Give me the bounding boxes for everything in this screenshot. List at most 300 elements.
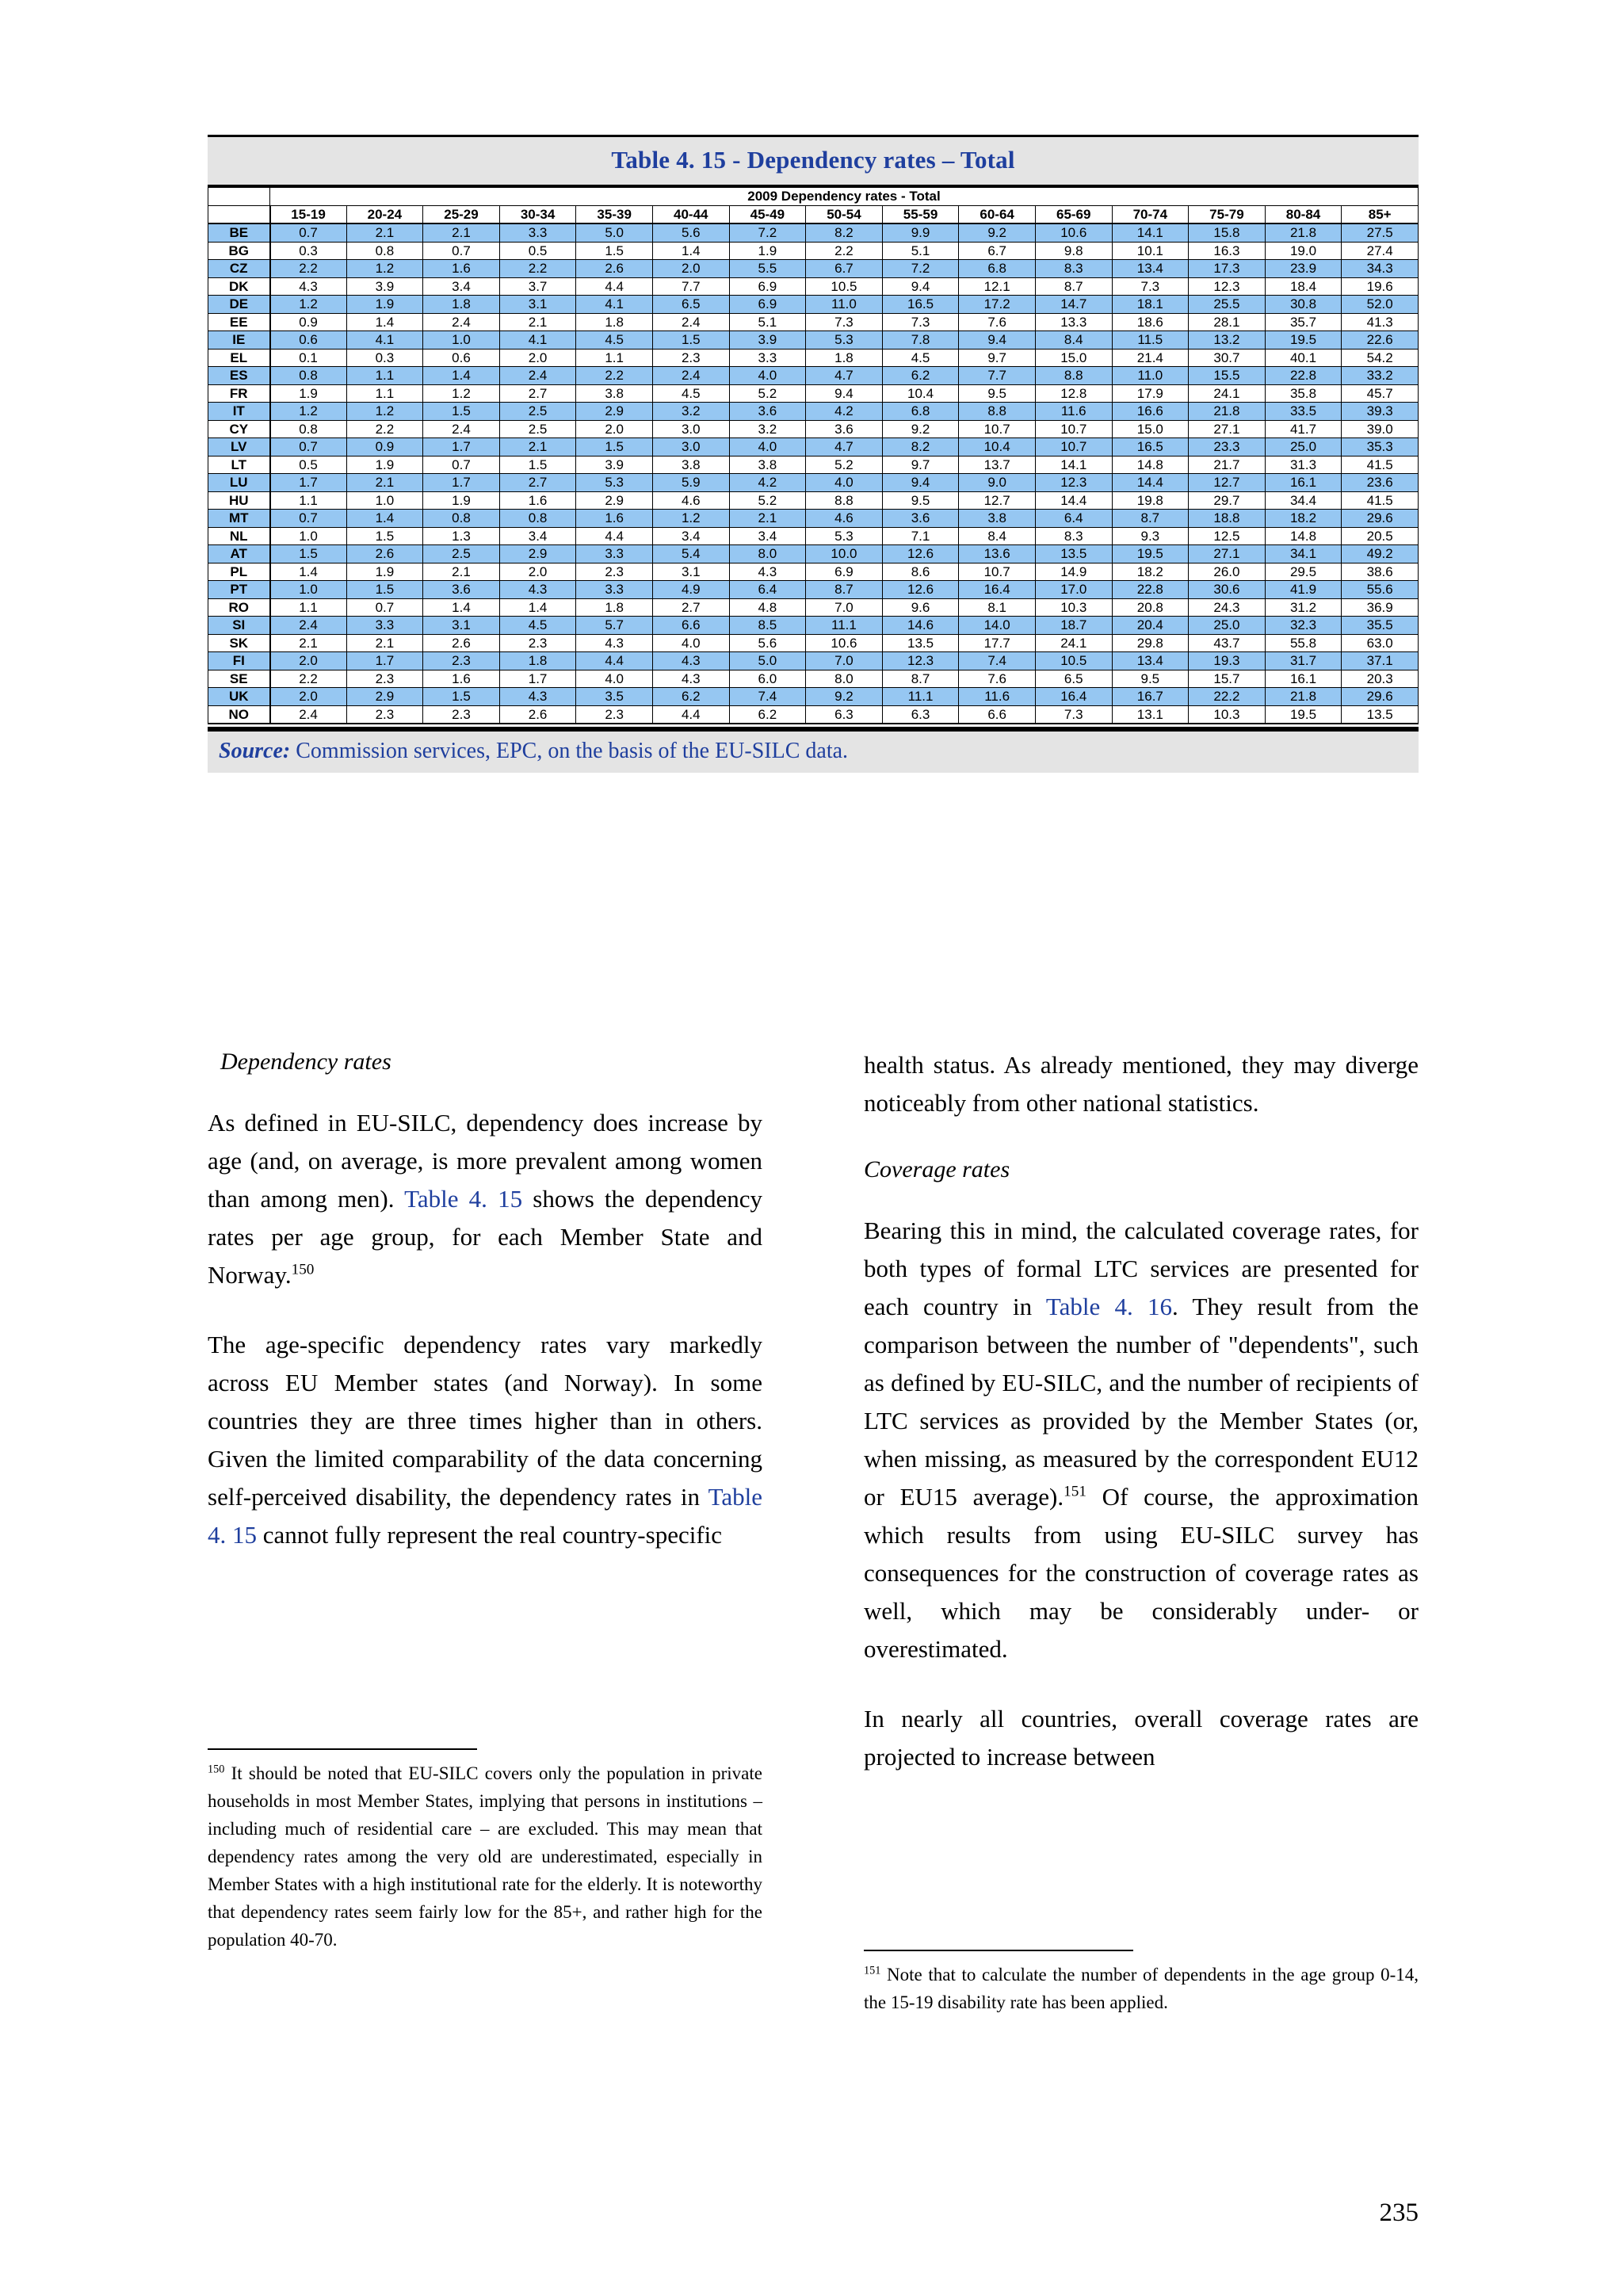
cell-PT-35-39: 3.3 <box>576 581 653 599</box>
cell-EE-35-39: 1.8 <box>576 313 653 331</box>
cell-EE-65-69: 13.3 <box>1035 313 1112 331</box>
cell-UK-85+: 29.6 <box>1342 688 1419 706</box>
cell-LT-30-34: 1.5 <box>499 456 576 474</box>
cell-FR-70-74: 17.9 <box>1112 384 1189 403</box>
cell-LV-40-44: 3.0 <box>652 438 729 457</box>
cell-UK-50-54: 9.2 <box>806 688 883 706</box>
cell-IT-15-19: 1.2 <box>270 403 347 421</box>
cell-DK-85+: 19.6 <box>1342 277 1419 296</box>
cell-EL-60-64: 9.7 <box>959 349 1036 367</box>
cell-RO-45-49: 4.8 <box>729 598 806 617</box>
cell-DE-75-79: 25.5 <box>1189 296 1266 314</box>
cell-AT-85+: 49.2 <box>1342 545 1419 563</box>
cell-NO-20-24: 2.3 <box>346 705 423 724</box>
country-label-IT: IT <box>208 403 270 421</box>
cell-BG-15-19: 0.3 <box>270 242 347 260</box>
footnote-marker-150[interactable]: 150 <box>291 1261 315 1278</box>
cell-FR-75-79: 24.1 <box>1189 384 1266 403</box>
cell-SI-75-79: 25.0 <box>1189 617 1266 635</box>
cell-EE-15-19: 0.9 <box>270 313 347 331</box>
table-row <box>208 367 1419 385</box>
cell-ES-70-74: 11.0 <box>1112 367 1189 385</box>
cell-IT-50-54: 4.2 <box>806 403 883 421</box>
cell-HU-60-64: 12.7 <box>959 491 1036 510</box>
cell-FR-45-49: 5.2 <box>729 384 806 403</box>
cell-LV-70-74: 16.5 <box>1112 438 1189 457</box>
cell-LT-25-29: 0.7 <box>423 456 500 474</box>
cell-SI-60-64: 14.0 <box>959 617 1036 635</box>
age-group-header-65-69: 65-69 <box>1035 205 1112 223</box>
cell-SK-50-54: 10.6 <box>806 634 883 652</box>
cell-EL-65-69: 15.0 <box>1035 349 1112 367</box>
cell-ES-85+: 33.2 <box>1342 367 1419 385</box>
cell-PL-75-79: 26.0 <box>1189 563 1266 581</box>
cell-BG-70-74: 10.1 <box>1112 242 1189 260</box>
cell-EE-45-49: 5.1 <box>729 313 806 331</box>
cell-DK-70-74: 7.3 <box>1112 277 1189 296</box>
cell-MT-15-19: 0.7 <box>270 510 347 528</box>
cell-LU-35-39: 5.3 <box>576 474 653 492</box>
cell-LU-55-59: 9.4 <box>882 474 959 492</box>
cell-IE-45-49: 3.9 <box>729 331 806 350</box>
cell-BE-55-59: 9.9 <box>882 223 959 242</box>
cell-IE-15-19: 0.6 <box>270 331 347 350</box>
cell-RO-80-84: 31.2 <box>1265 598 1342 617</box>
corner-cell-2 <box>208 205 270 223</box>
cell-PT-65-69: 17.0 <box>1035 581 1112 599</box>
country-label-DE: DE <box>208 296 270 314</box>
cell-IT-30-34: 2.5 <box>499 403 576 421</box>
cell-LT-60-64: 13.7 <box>959 456 1036 474</box>
table-4-15-reference-2[interactable]: Table 4. 15 <box>208 1483 762 1549</box>
table-4-15-block <box>208 135 1419 773</box>
cell-SE-70-74: 9.5 <box>1112 670 1189 688</box>
cell-FI-75-79: 19.3 <box>1189 652 1266 670</box>
cell-UK-55-59: 11.1 <box>882 688 959 706</box>
cell-SI-40-44: 6.6 <box>652 617 729 635</box>
cell-HU-65-69: 14.4 <box>1035 491 1112 510</box>
table-supertitle: 2009 Dependency rates - Total <box>270 188 1419 206</box>
cell-NO-15-19: 2.4 <box>270 705 347 724</box>
country-label-HU: HU <box>208 491 270 510</box>
cell-FR-15-19: 1.9 <box>270 384 347 403</box>
right-paragraph-2 <box>864 1212 1419 1668</box>
cell-MT-65-69: 6.4 <box>1035 510 1112 528</box>
table-row <box>208 260 1419 278</box>
country-label-LU: LU <box>208 474 270 492</box>
cell-HU-15-19: 1.1 <box>270 491 347 510</box>
cell-LT-65-69: 14.1 <box>1035 456 1112 474</box>
cell-PT-80-84: 41.9 <box>1265 581 1342 599</box>
age-group-header-60-64: 60-64 <box>959 205 1036 223</box>
cell-MT-20-24: 1.4 <box>346 510 423 528</box>
left-p1-text-a: As defined in EU-SILC, dependency does increase by age (and, on average, is more prevalent among women than among men). <box>208 1109 762 1213</box>
cell-CZ-15-19: 2.2 <box>270 260 347 278</box>
cell-CZ-65-69: 8.3 <box>1035 260 1112 278</box>
cell-SI-45-49: 8.5 <box>729 617 806 635</box>
footnote-block-151 <box>864 1950 1419 2016</box>
cell-SK-75-79: 43.7 <box>1189 634 1266 652</box>
cell-CY-55-59: 9.2 <box>882 420 959 438</box>
footnote-marker-151[interactable]: 151 <box>1064 1483 1086 1500</box>
country-label-PL: PL <box>208 563 270 581</box>
cell-IT-25-29: 1.5 <box>423 403 500 421</box>
right-column <box>864 1046 1419 1776</box>
cell-NO-80-84: 19.5 <box>1265 705 1342 724</box>
cell-BG-50-54: 2.2 <box>806 242 883 260</box>
cell-CY-75-79: 27.1 <box>1189 420 1266 438</box>
cell-DE-15-19: 1.2 <box>270 296 347 314</box>
cell-RO-70-74: 20.8 <box>1112 598 1189 617</box>
cell-NL-15-19: 1.0 <box>270 527 347 545</box>
cell-EL-40-44: 2.3 <box>652 349 729 367</box>
cell-DK-20-24: 3.9 <box>346 277 423 296</box>
cell-EE-75-79: 28.1 <box>1189 313 1266 331</box>
cell-LU-85+: 23.6 <box>1342 474 1419 492</box>
cell-IT-55-59: 6.8 <box>882 403 959 421</box>
table-4-15-reference-1[interactable]: Table 4. 15 <box>404 1185 523 1213</box>
table-body <box>208 223 1419 724</box>
cell-NL-85+: 20.5 <box>1342 527 1419 545</box>
table-row <box>208 598 1419 617</box>
table-head <box>208 188 1419 224</box>
cell-CZ-40-44: 2.0 <box>652 260 729 278</box>
cell-AT-75-79: 27.1 <box>1189 545 1266 563</box>
cell-MT-55-59: 3.6 <box>882 510 959 528</box>
country-label-IE: IE <box>208 331 270 350</box>
cell-SE-30-34: 1.7 <box>499 670 576 688</box>
cell-BE-85+: 27.5 <box>1342 223 1419 242</box>
cell-NO-75-79: 10.3 <box>1189 705 1266 724</box>
cell-PT-60-64: 16.4 <box>959 581 1036 599</box>
cell-FI-65-69: 10.5 <box>1035 652 1112 670</box>
cell-LU-50-54: 4.0 <box>806 474 883 492</box>
cell-LT-20-24: 1.9 <box>346 456 423 474</box>
cell-IE-85+: 22.6 <box>1342 331 1419 350</box>
cell-SK-35-39: 4.3 <box>576 634 653 652</box>
age-group-header-35-39: 35-39 <box>576 205 653 223</box>
cell-EL-70-74: 21.4 <box>1112 349 1189 367</box>
cell-EE-25-29: 2.4 <box>423 313 500 331</box>
cell-DE-55-59: 16.5 <box>882 296 959 314</box>
dependency-rates-table <box>208 187 1419 724</box>
cell-LT-80-84: 31.3 <box>1265 456 1342 474</box>
country-label-NO: NO <box>208 705 270 724</box>
cell-NL-75-79: 12.5 <box>1189 527 1266 545</box>
cell-MT-30-34: 0.8 <box>499 510 576 528</box>
cell-PT-85+: 55.6 <box>1342 581 1419 599</box>
country-label-EL: EL <box>208 349 270 367</box>
cell-PL-65-69: 14.9 <box>1035 563 1112 581</box>
cell-UK-25-29: 1.5 <box>423 688 500 706</box>
cell-CZ-30-34: 2.2 <box>499 260 576 278</box>
table-row <box>208 296 1419 314</box>
cell-LT-85+: 41.5 <box>1342 456 1419 474</box>
cell-UK-70-74: 16.7 <box>1112 688 1189 706</box>
cell-SK-40-44: 4.0 <box>652 634 729 652</box>
cell-LV-20-24: 0.9 <box>346 438 423 457</box>
cell-AT-40-44: 5.4 <box>652 545 729 563</box>
table-4-16-reference[interactable]: Table 4. 16 <box>1045 1293 1173 1320</box>
cell-PL-55-59: 8.6 <box>882 563 959 581</box>
cell-SE-85+: 20.3 <box>1342 670 1419 688</box>
cell-ES-25-29: 1.4 <box>423 367 500 385</box>
cell-LU-20-24: 2.1 <box>346 474 423 492</box>
cell-SI-80-84: 32.3 <box>1265 617 1342 635</box>
cell-IE-35-39: 4.5 <box>576 331 653 350</box>
cell-PT-45-49: 6.4 <box>729 581 806 599</box>
cell-EL-20-24: 0.3 <box>346 349 423 367</box>
table-grid-wrapper <box>208 185 1419 724</box>
cell-EE-85+: 41.3 <box>1342 313 1419 331</box>
cell-LU-40-44: 5.9 <box>652 474 729 492</box>
cell-NL-55-59: 7.1 <box>882 527 959 545</box>
cell-BE-35-39: 5.0 <box>576 223 653 242</box>
cell-BE-30-34: 3.3 <box>499 223 576 242</box>
cell-NL-20-24: 1.5 <box>346 527 423 545</box>
cell-BG-75-79: 16.3 <box>1189 242 1266 260</box>
cell-NO-50-54: 6.3 <box>806 705 883 724</box>
country-label-SE: SE <box>208 670 270 688</box>
cell-RO-25-29: 1.4 <box>423 598 500 617</box>
cell-FI-25-29: 2.3 <box>423 652 500 670</box>
age-group-header-70-74: 70-74 <box>1112 205 1189 223</box>
cell-HU-70-74: 19.8 <box>1112 491 1189 510</box>
cell-NL-65-69: 8.3 <box>1035 527 1112 545</box>
cell-EE-80-84: 35.7 <box>1265 313 1342 331</box>
table-supertitle-row <box>208 188 1419 206</box>
cell-FI-60-64: 7.4 <box>959 652 1036 670</box>
cell-IT-70-74: 16.6 <box>1112 403 1189 421</box>
cell-PL-80-84: 29.5 <box>1265 563 1342 581</box>
cell-EL-75-79: 30.7 <box>1189 349 1266 367</box>
cell-IT-60-64: 8.8 <box>959 403 1036 421</box>
table-row <box>208 331 1419 350</box>
age-group-header-55-59: 55-59 <box>882 205 959 223</box>
footnote-150 <box>208 1759 762 1954</box>
table-row <box>208 581 1419 599</box>
cell-DK-15-19: 4.3 <box>270 277 347 296</box>
cell-LU-45-49: 4.2 <box>729 474 806 492</box>
table-row <box>208 277 1419 296</box>
table-row <box>208 438 1419 457</box>
cell-BG-85+: 27.4 <box>1342 242 1419 260</box>
cell-LV-35-39: 1.5 <box>576 438 653 457</box>
cell-LT-75-79: 21.7 <box>1189 456 1266 474</box>
corner-cell <box>208 188 270 206</box>
cell-FI-30-34: 1.8 <box>499 652 576 670</box>
cell-FI-80-84: 31.7 <box>1265 652 1342 670</box>
cell-EL-55-59: 4.5 <box>882 349 959 367</box>
cell-UK-40-44: 6.2 <box>652 688 729 706</box>
cell-NO-70-74: 13.1 <box>1112 705 1189 724</box>
table-row <box>208 545 1419 563</box>
cell-RO-30-34: 1.4 <box>499 598 576 617</box>
cell-FR-50-54: 9.4 <box>806 384 883 403</box>
cell-AT-15-19: 1.5 <box>270 545 347 563</box>
cell-LV-45-49: 4.0 <box>729 438 806 457</box>
age-group-header-15-19: 15-19 <box>270 205 347 223</box>
country-label-BG: BG <box>208 242 270 260</box>
cell-SI-30-34: 4.5 <box>499 617 576 635</box>
cell-DK-50-54: 10.5 <box>806 277 883 296</box>
cell-LT-40-44: 3.8 <box>652 456 729 474</box>
cell-HU-35-39: 2.9 <box>576 491 653 510</box>
cell-IT-65-69: 11.6 <box>1035 403 1112 421</box>
cell-ES-80-84: 22.8 <box>1265 367 1342 385</box>
cell-AT-45-49: 8.0 <box>729 545 806 563</box>
cell-IE-30-34: 4.1 <box>499 331 576 350</box>
cell-DK-45-49: 6.9 <box>729 277 806 296</box>
cell-NL-60-64: 8.4 <box>959 527 1036 545</box>
cell-DE-50-54: 11.0 <box>806 296 883 314</box>
cell-PT-20-24: 1.5 <box>346 581 423 599</box>
table-row <box>208 456 1419 474</box>
footnote-separator-left <box>208 1748 477 1750</box>
cell-FR-80-84: 35.8 <box>1265 384 1342 403</box>
cell-CZ-85+: 34.3 <box>1342 260 1419 278</box>
cell-UK-65-69: 16.4 <box>1035 688 1112 706</box>
cell-DE-70-74: 18.1 <box>1112 296 1189 314</box>
cell-UK-45-49: 7.4 <box>729 688 806 706</box>
cell-CY-35-39: 2.0 <box>576 420 653 438</box>
country-label-CZ: CZ <box>208 260 270 278</box>
cell-SI-35-39: 5.7 <box>576 617 653 635</box>
cell-LT-15-19: 0.5 <box>270 456 347 474</box>
cell-UK-20-24: 2.9 <box>346 688 423 706</box>
cell-MT-75-79: 18.8 <box>1189 510 1266 528</box>
cell-MT-80-84: 18.2 <box>1265 510 1342 528</box>
cell-RO-75-79: 24.3 <box>1189 598 1266 617</box>
cell-UK-35-39: 3.5 <box>576 688 653 706</box>
cell-SE-15-19: 2.2 <box>270 670 347 688</box>
cell-RO-55-59: 9.6 <box>882 598 959 617</box>
cell-MT-40-44: 1.2 <box>652 510 729 528</box>
cell-CY-60-64: 10.7 <box>959 420 1036 438</box>
cell-HU-75-79: 29.7 <box>1189 491 1266 510</box>
cell-HU-25-29: 1.9 <box>423 491 500 510</box>
cell-NO-40-44: 4.4 <box>652 705 729 724</box>
cell-AT-35-39: 3.3 <box>576 545 653 563</box>
cell-MT-50-54: 4.6 <box>806 510 883 528</box>
cell-AT-65-69: 13.5 <box>1035 545 1112 563</box>
cell-SE-80-84: 16.1 <box>1265 670 1342 688</box>
footnote-151-text: Note that to calculate the number of dependents in the age group 0-14, the 15-19 disability rate has been applied. <box>864 1965 1419 2012</box>
cell-IE-75-79: 13.2 <box>1189 331 1266 350</box>
source-text: Commission services, EPC, on the basis of the EU-SILC data. <box>290 739 849 763</box>
cell-NL-70-74: 9.3 <box>1112 527 1189 545</box>
cell-DE-30-34: 3.1 <box>499 296 576 314</box>
cell-ES-65-69: 8.8 <box>1035 367 1112 385</box>
cell-EE-50-54: 7.3 <box>806 313 883 331</box>
table-row <box>208 491 1419 510</box>
cell-RO-65-69: 10.3 <box>1035 598 1112 617</box>
cell-PL-70-74: 18.2 <box>1112 563 1189 581</box>
cell-LV-50-54: 4.7 <box>806 438 883 457</box>
cell-EE-40-44: 2.4 <box>652 313 729 331</box>
cell-BG-40-44: 1.4 <box>652 242 729 260</box>
table-row <box>208 705 1419 724</box>
age-group-header-30-34: 30-34 <box>499 205 576 223</box>
cell-NL-50-54: 5.3 <box>806 527 883 545</box>
country-label-BE: BE <box>208 223 270 242</box>
cell-ES-35-39: 2.2 <box>576 367 653 385</box>
cell-LV-15-19: 0.7 <box>270 438 347 457</box>
cell-BE-70-74: 14.1 <box>1112 223 1189 242</box>
cell-PL-30-34: 2.0 <box>499 563 576 581</box>
cell-CY-85+: 39.0 <box>1342 420 1419 438</box>
cell-IE-40-44: 1.5 <box>652 331 729 350</box>
cell-HU-45-49: 5.2 <box>729 491 806 510</box>
country-label-ES: ES <box>208 367 270 385</box>
cell-LT-35-39: 3.9 <box>576 456 653 474</box>
cell-LU-75-79: 12.7 <box>1189 474 1266 492</box>
age-group-header-20-24: 20-24 <box>346 205 423 223</box>
country-label-LV: LV <box>208 438 270 457</box>
cell-CZ-35-39: 2.6 <box>576 260 653 278</box>
cell-HU-55-59: 9.5 <box>882 491 959 510</box>
cell-CZ-50-54: 6.7 <box>806 260 883 278</box>
cell-SI-20-24: 3.3 <box>346 617 423 635</box>
table-row <box>208 652 1419 670</box>
cell-MT-85+: 29.6 <box>1342 510 1419 528</box>
cell-DE-40-44: 6.5 <box>652 296 729 314</box>
cell-PL-50-54: 6.9 <box>806 563 883 581</box>
cell-LV-65-69: 10.7 <box>1035 438 1112 457</box>
footnote-151 <box>864 1961 1419 2016</box>
country-label-DK: DK <box>208 277 270 296</box>
cell-PT-40-44: 4.9 <box>652 581 729 599</box>
cell-CY-20-24: 2.2 <box>346 420 423 438</box>
cell-ES-20-24: 1.1 <box>346 367 423 385</box>
cell-SK-20-24: 2.1 <box>346 634 423 652</box>
cell-AT-30-34: 2.9 <box>499 545 576 563</box>
cell-UK-30-34: 4.3 <box>499 688 576 706</box>
cell-ES-15-19: 0.8 <box>270 367 347 385</box>
cell-CZ-80-84: 23.9 <box>1265 260 1342 278</box>
cell-DK-60-64: 12.1 <box>959 277 1036 296</box>
cell-RO-35-39: 1.8 <box>576 598 653 617</box>
cell-LU-25-29: 1.7 <box>423 474 500 492</box>
cell-IT-20-24: 1.2 <box>346 403 423 421</box>
cell-IT-85+: 39.3 <box>1342 403 1419 421</box>
table-row <box>208 474 1419 492</box>
cell-EE-55-59: 7.3 <box>882 313 959 331</box>
cell-FR-65-69: 12.8 <box>1035 384 1112 403</box>
cell-SI-25-29: 3.1 <box>423 617 500 635</box>
cell-MT-70-74: 8.7 <box>1112 510 1189 528</box>
cell-BE-40-44: 5.6 <box>652 223 729 242</box>
cell-CY-80-84: 41.7 <box>1265 420 1342 438</box>
cell-SK-25-29: 2.6 <box>423 634 500 652</box>
cell-UK-60-64: 11.6 <box>959 688 1036 706</box>
table-row <box>208 223 1419 242</box>
table-row <box>208 617 1419 635</box>
country-label-FR: FR <box>208 384 270 403</box>
cell-NL-40-44: 3.4 <box>652 527 729 545</box>
cell-IE-20-24: 4.1 <box>346 331 423 350</box>
cell-IE-60-64: 9.4 <box>959 331 1036 350</box>
cell-BE-75-79: 15.8 <box>1189 223 1266 242</box>
cell-UK-75-79: 22.2 <box>1189 688 1266 706</box>
cell-EL-35-39: 1.1 <box>576 349 653 367</box>
cell-FR-60-64: 9.5 <box>959 384 1036 403</box>
table-row <box>208 313 1419 331</box>
cell-RO-15-19: 1.1 <box>270 598 347 617</box>
right-paragraph-3: In nearly all countries, overall coverage rates are projected to increase between <box>864 1705 1419 1771</box>
cell-DE-45-49: 6.9 <box>729 296 806 314</box>
cell-BG-45-49: 1.9 <box>729 242 806 260</box>
